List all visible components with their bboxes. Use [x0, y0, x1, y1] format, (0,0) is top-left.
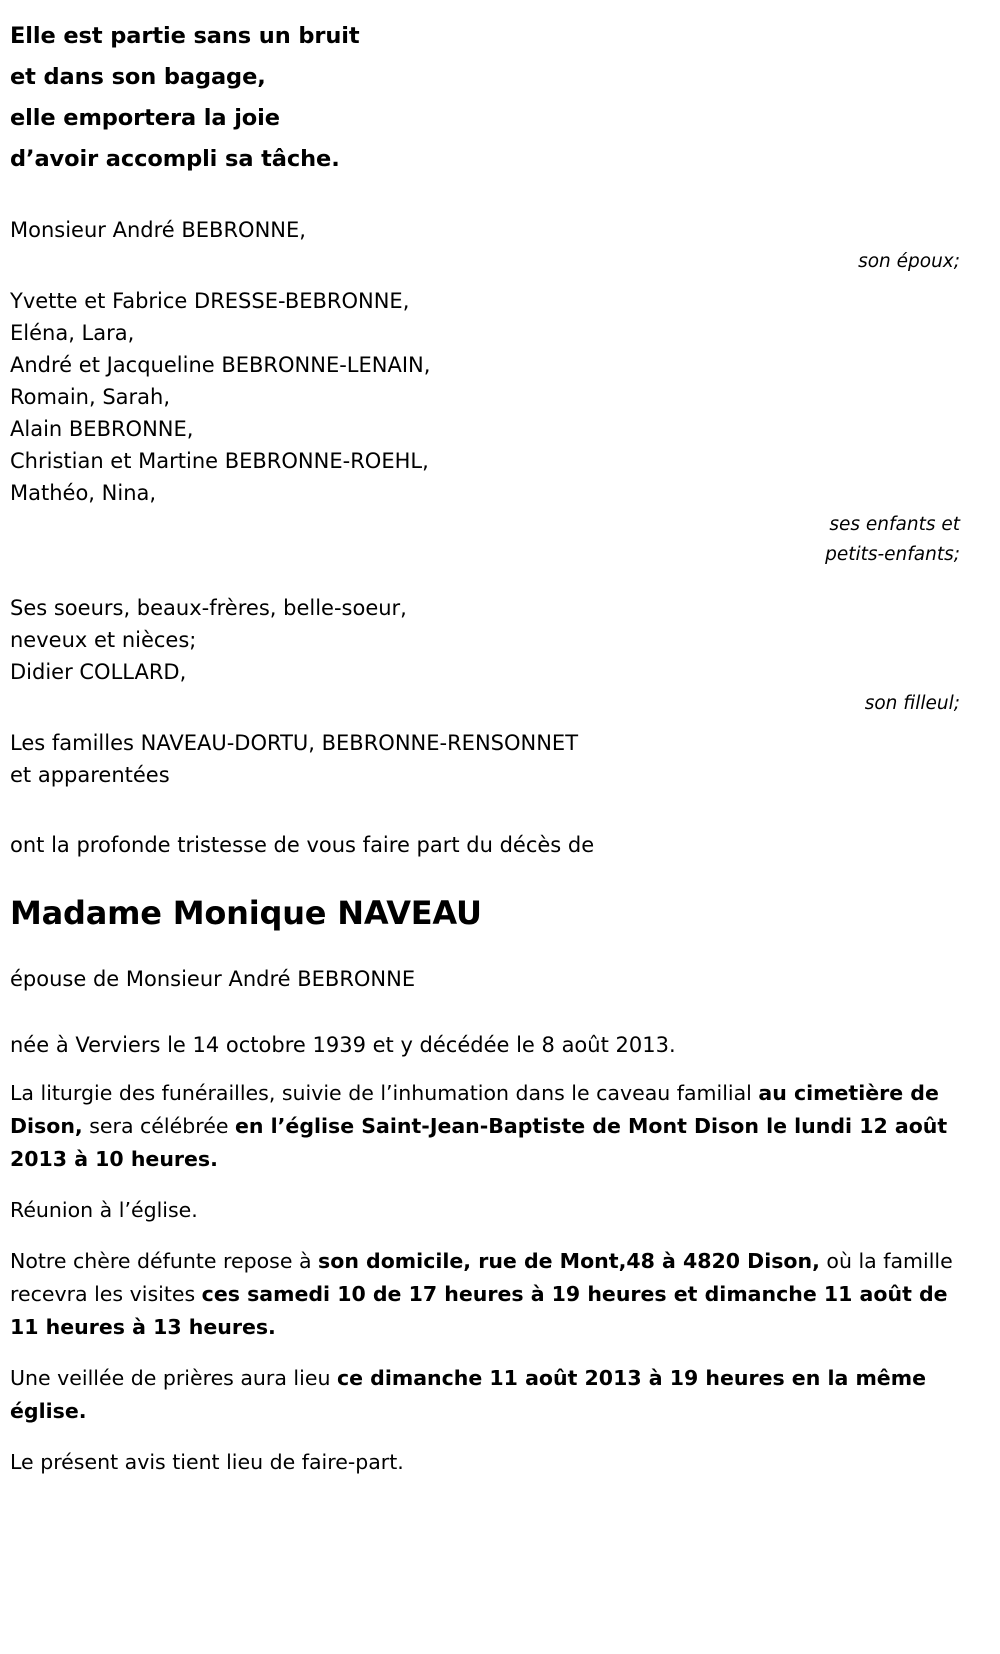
family-block-siblings [10, 592, 962, 719]
family-name-line: Yvette et Fabrice DRESSE-BEBRONNE, [10, 289, 410, 313]
family-name-line: Les familles NAVEAU-DORTU, BEBRONNE-RENSONNET [10, 731, 579, 755]
family-name-line: Monsieur André BEBRONNE, [10, 218, 306, 242]
birth-death-line: née à Verviers le 14 octobre 1939 et y décédée le 8 août 2013. [10, 1033, 676, 1057]
repose-paragraph [10, 1245, 962, 1344]
family-relation-label: ses enfants et [829, 514, 960, 535]
family-block-related-families [10, 727, 962, 791]
liturgy-text-part1: La liturgie des funérailles, suivie de l’inhumation dans le caveau familial [10, 1081, 759, 1105]
family-name-line: neveux et nièces; [10, 628, 197, 652]
family-name-line: et apparentées [10, 763, 170, 787]
family-block-children [10, 285, 962, 570]
spacer [10, 578, 962, 592]
liturgy-cemetery-emphasis: au cimetière de Dison, [10, 1081, 939, 1138]
repose-text-part1: Notre chère défunte repose à [10, 1249, 319, 1273]
vigil-datetime-emphasis: ce dimanche 11 août 2013 à 19 heures en la même église. [10, 1366, 926, 1423]
family-name-line: Didier COLLARD, [10, 660, 187, 684]
epigraph-line: et dans son bagage, [10, 64, 266, 90]
vigil-paragraph [10, 1362, 962, 1428]
family-name-line: Christian et Martine BEBRONNE-ROEHL, [10, 449, 429, 473]
family-name-line: Romain, Sarah, [10, 385, 171, 409]
family-name-line: Mathéo, Nina, [10, 481, 157, 505]
spouse-of-line: épouse de Monsieur André BEBRONNE [10, 967, 416, 991]
epigraph-line: elle emportera la joie [10, 105, 280, 131]
epigraph-poem [10, 16, 962, 180]
family-name-line: André et Jacqueline BEBRONNE-LENAIN, [10, 353, 431, 377]
family-name-line: Alain BEBRONNE, [10, 417, 194, 441]
family-name-line: Ses soeurs, beaux-frères, belle-soeur, [10, 596, 407, 620]
family-relation-label: son filleul; [864, 693, 960, 714]
spacer [10, 799, 962, 829]
family-name-line: Eléna, Lara, [10, 321, 135, 345]
liturgy-church-emphasis: en l’église Saint-Jean-Baptiste de Mont Dison le lundi 12 août 2013 à 10 heures. [10, 1114, 948, 1171]
vigil-text-part1: Une veillée de prières aura lieu [10, 1366, 337, 1390]
repose-text-part2: où la famille recevra les visites [10, 1249, 953, 1306]
closing-paragraph: Le présent avis tient lieu de faire-part. [10, 1450, 404, 1474]
epigraph-line: d’avoir accompli sa tâche. [10, 146, 340, 172]
reunion-paragraph: Réunion à l’église. [10, 1198, 198, 1222]
repose-visiting-hours-emphasis: ces samedi 10 de 17 heures à 19 heures et dimanche 11 août de 11 heures à 13 heures. [10, 1282, 948, 1339]
liturgy-paragraph [10, 1077, 962, 1176]
liturgy-text-part2: sera célébrée [82, 1114, 235, 1138]
repose-address-emphasis: son domicile, rue de Mont,48 à 4820 Dison, [318, 1249, 820, 1273]
deceased-name: Madame Monique NAVEAU [10, 894, 482, 932]
family-relation-label: petits-enfants; [825, 544, 960, 565]
announcement-intro: ont la profonde tristesse de vous faire part du décès de [10, 833, 595, 857]
family-block-spouse [10, 214, 962, 277]
family-relation-label: son époux; [858, 251, 960, 272]
epigraph-line: Elle est partie sans un bruit [10, 23, 360, 49]
